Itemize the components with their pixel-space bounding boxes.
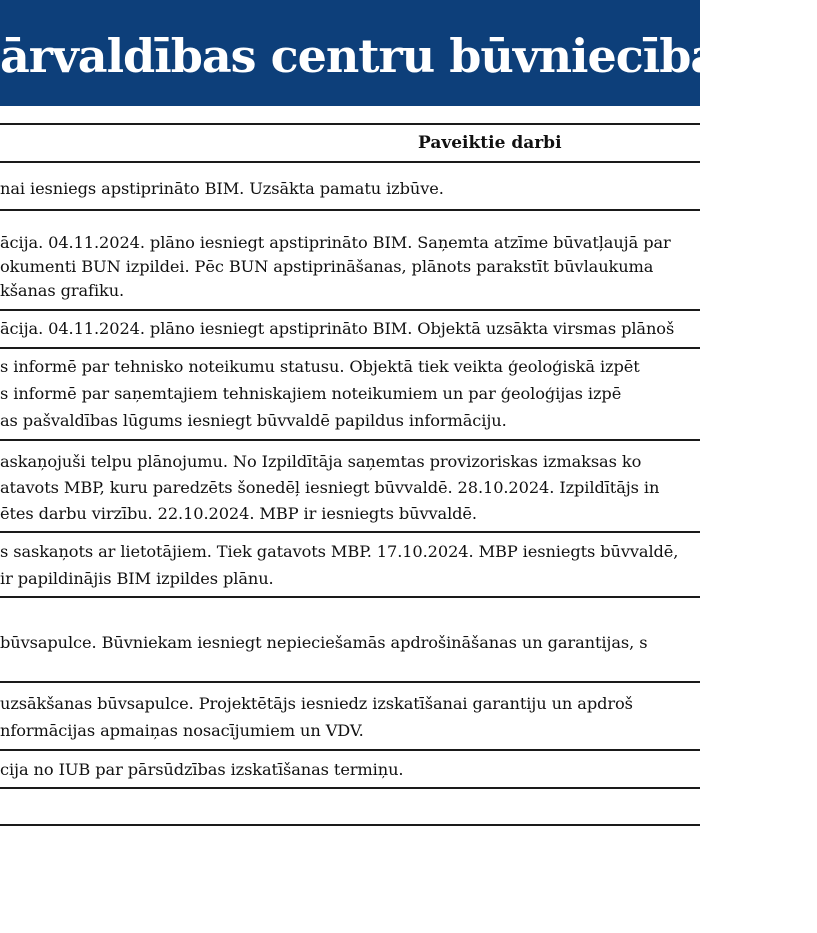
row-text-line: nformācijas apmaiņas nosacījumiem un VDV.: [0, 721, 364, 740]
row-text-line: okumenti BUN izpildei. Pēc BUN apstiprināšanas, plānots parakstīt būvlaukuma: [0, 257, 654, 276]
row-text-line: ācija. 04.11.2024. plāno iesniegt apstiprināto BIM. Saņemta atzīme būvatļaujā par: [0, 233, 671, 252]
row-text-line: nai iesniegs apstiprināto BIM. Uzsākta pamatu izbūve.: [0, 179, 444, 198]
table-row: [0, 311, 700, 349]
table-row: [0, 533, 700, 598]
row-text-line: as pašvaldības lūgums iesniegt būvvaldē papildus informāciju.: [0, 411, 507, 430]
header-bar: [0, 0, 817, 106]
row-text-line: s informē par tehnisko noteikumu statusu. Objektā tiek veikta ģeoloģiskā izpēt: [0, 357, 640, 376]
row-text-line: būvsapulce. Būvniekam iesniegt nepieciešamās apdrošināšanas un garantijas, s: [0, 633, 648, 652]
column-header-completed-works: Paveiktie darbi: [418, 133, 562, 153]
table-row: [0, 349, 700, 441]
row-text-line: ētes darbu virzību. 22.10.2024. MBP ir iesniegts būvvaldē.: [0, 504, 477, 523]
row-text-line: s informē par saņemtajiem tehniskajiem noteikumiem un par ģeoloģijas izpē: [0, 384, 622, 403]
table-row: [0, 751, 700, 789]
row-text-line: cija no IUB par pārsūdzības izskatīšanas termiņu.: [0, 760, 404, 779]
row-text-line: ācija. 04.11.2024. plāno iesniegt apstiprināto BIM. Objektā uzsākta virsmas plānoš: [0, 319, 675, 338]
table-header-row: [0, 123, 700, 163]
table-row: [0, 789, 700, 826]
row-text-line: s saskaņots ar lietotājiem. Tiek gatavots MBP. 17.10.2024. MBP iesniegts būvvaldē,: [0, 542, 679, 561]
table-row: [0, 441, 700, 533]
table-row: [0, 161, 700, 211]
row-text-line: atavots MBP, kuru paredzēts šonedēļ iesniegt būvvaldē. 28.10.2024. Izpildītājs in: [0, 478, 660, 497]
table-row: [0, 598, 700, 683]
row-text-line: kšanas grafiku.: [0, 281, 125, 300]
row-text-line: ir papildinājis BIM izpildes plānu.: [0, 569, 274, 588]
table-row: [0, 683, 700, 751]
page-title: ārvaldības centru būvniecība (14: [0, 29, 817, 83]
table-row: [0, 211, 700, 311]
row-text-line: uzsākšanas būvsapulce. Projektētājs iesniedz izskatīšanai garantiju un apdroš: [0, 694, 633, 713]
works-table: [0, 106, 700, 933]
row-text-line: askaņojuši telpu plānojumu. No Izpildītāja saņemtas provizoriskas izmaksas ko: [0, 452, 642, 471]
